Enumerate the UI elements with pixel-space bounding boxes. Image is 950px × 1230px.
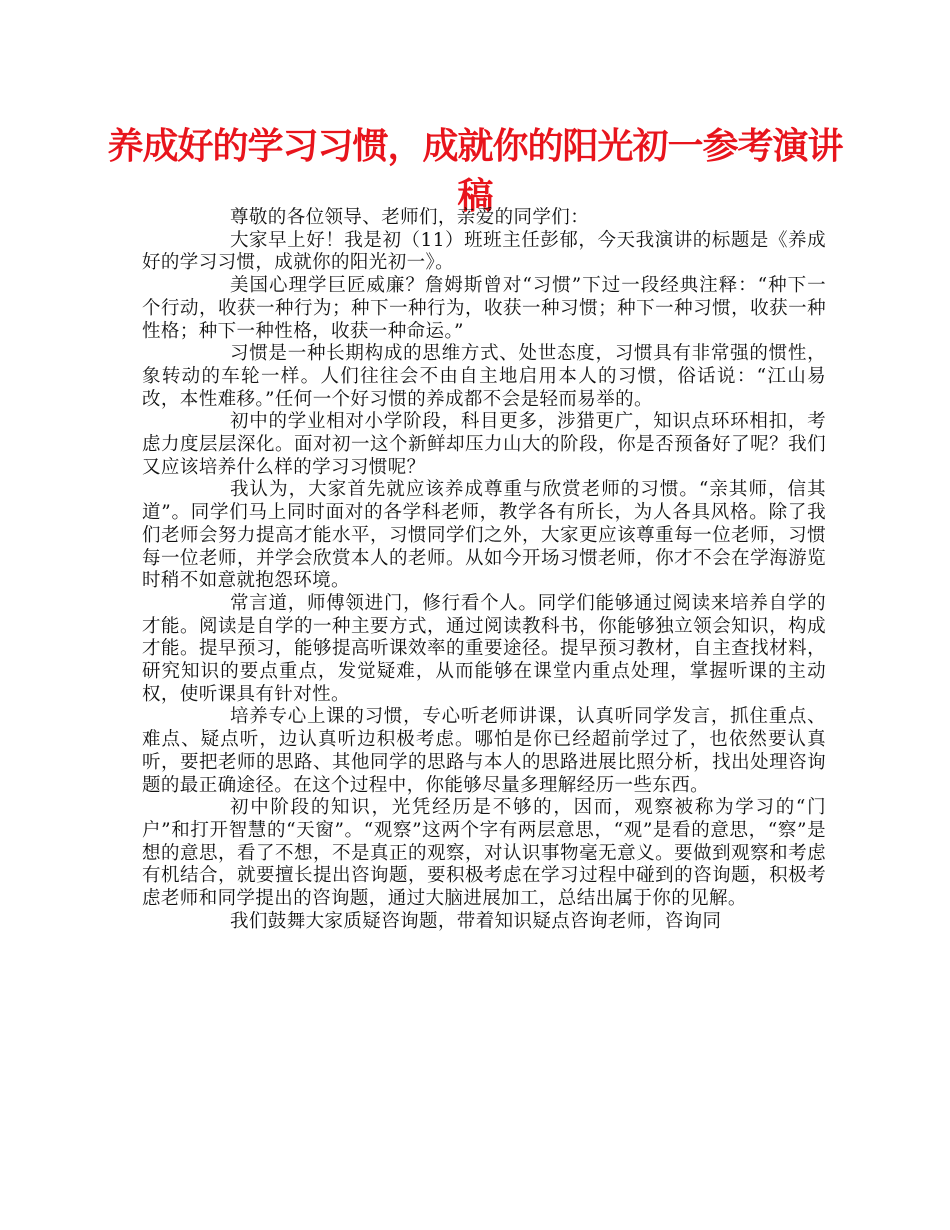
paragraph-attentive-class: 培养专心上课的习惯，专心听老师讲课，认真听同学发言，抓住重点、难点、疑点听，边认真听边积极考虑。哪怕是你已经超前学过了，也依然要认真听，要把老师的思路、其他同学的思路与本人的思路进展比照分析，找出处理咨询题的最正确途径。在这个过程中，你能够尽量多理解经历一些东西。 [142,706,826,796]
paragraph-james-quote: 美国心理学巨匠威廉？詹姆斯曾对“习惯”下过一段经典注释：“种下一个行动，收获一种行为；种下一种行为，收获一种习惯；种下一种习惯，收获一种性格；种下一种性格，收获一种命运。” [142,275,826,342]
paragraph-respect-teachers: 我认为，大家首先就应该养成尊重与欣赏老师的习惯。“亲其师，信其道”。同学们马上同时面对的各学科老师，教学各有所长，为人各具风格。除了我们老师会努力提高才能水平，习惯同学们之外，大家更应该尊重每一位老师，习惯每一位老师，并学会欣赏本人的老师。从如今开场习惯老师，你才不会在学海游览时稍不如意就抱怨环境。 [142,479,826,592]
paragraph-self-study: 常言道，师傅领进门，修行看个人。同学们能够通过阅读来培养自学的才能。阅读是自学的一种主要方式，通过阅读教科书，你能够独立领会知识，构成才能。提早预习，能够提高听课效率的重要途径。提早预习教材，自主查找材料，研究知识的要点重点，发觉疑难，从而能够在课堂内重点处理，掌握听课的主动权，使听课具有针对性。 [142,592,826,705]
paragraph-greeting: 尊敬的各位领导、老师们，亲爱的同学们： [230,207,590,228]
paragraph-observation: 初中阶段的知识，光凭经历是不够的，因而，观察被称为学习的“门户”和打开智慧的“天窗”。“观察”这两个字有两层意思，“观”是看的意思，“察”是想的意思，看了不想，不是真正的观察，对认识事物毫无意义。要做到观察和考虑有机结合，就要擅长提出咨询题，要积极考虑在学习过程中碰到的咨询题，积极考虑老师和同学提出的咨询题，通过大脑进展加工，总结出属于你的见解。 [142,797,826,910]
document-body [142,207,826,934]
paragraph-habit-definition: 习惯是一种长期构成的思维方式、处世态度，习惯具有非常强的惯性，象转动的车轮一样。人们往往会不由自主地启用本人的习惯，俗话说：“江山易改，本性难移。”任何一个好习惯的养成都不会是轻而易举的。 [142,343,826,410]
document-title: 养成好的学习习惯，成就你的阳光初一参考演讲稿 [107,126,843,217]
paragraph-junior-high: 初中的学业相对小学阶段，科目更多，涉猎更广，知识点环环相扣，考虑力度层层深化。面对初一这个新鲜却压力山大的阶段，你是否预备好了呢？我们又应该培养什么样的学习习惯呢？ [142,411,826,478]
paragraph-introduction: 大家早上好！我是初（11）班班主任彭郁，今天我演讲的标题是《养成好的学习习惯，成就你的阳光初一》。 [142,229,826,274]
paragraph-questioning: 我们鼓舞大家质疑咨询题，带着知识疑点咨询老师，咨询同 [230,910,722,932]
